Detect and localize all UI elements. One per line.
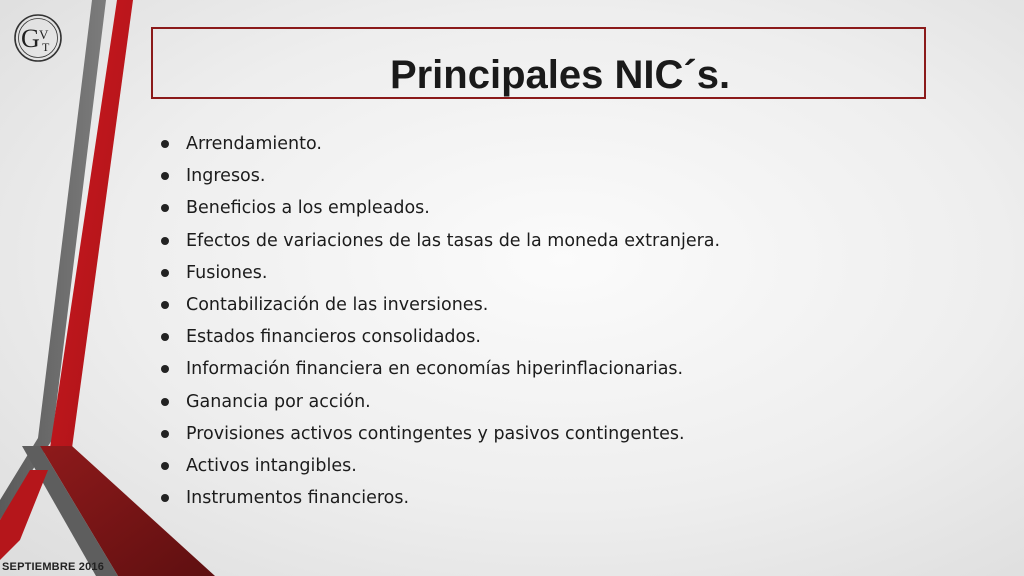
bullet-dot-icon: [161, 301, 169, 309]
svg-text:V: V: [39, 27, 49, 42]
svg-text:G: G: [21, 24, 40, 53]
bullet-item: [160, 225, 720, 257]
bullet-text: Ingresos.: [186, 166, 266, 187]
bullet-item: [160, 192, 720, 224]
bullet-text: Estados financieros consolidados.: [186, 327, 481, 348]
bullet-item: [160, 321, 720, 353]
bullet-dot-icon: [161, 333, 169, 341]
bullet-text: Arrendamiento.: [186, 134, 322, 154]
bullet-dot-icon: [161, 204, 169, 212]
bullet-dot-icon: [161, 172, 169, 180]
slide-title: Principales NIC´s.: [389, 53, 731, 97]
bullet-item: [160, 257, 720, 289]
bullet-dot-icon: [161, 269, 169, 277]
bullet-item: [160, 386, 720, 418]
bullet-text: Beneficios a los empleados.: [186, 198, 430, 219]
footer-date: SEPTIEMBRE 2016: [2, 561, 105, 573]
bullet-dot-icon: [161, 365, 169, 373]
bullet-dot-icon: [161, 140, 169, 148]
bullet-text: Fusiones.: [186, 262, 268, 283]
bullet-dot-icon: [161, 237, 169, 245]
bullet-text: Provisiones activos contingentes y pasivos contingentes.: [186, 423, 685, 444]
bullet-text: Ganancia por acción.: [186, 391, 371, 412]
bullet-text: Información financiera en economías hiperinflacionarias.: [186, 359, 684, 380]
bullet-dot-icon: [161, 462, 169, 470]
bullet-item: [160, 418, 720, 450]
bullet-text: Efectos de variaciones de las tasas de la moneda extranjera.: [186, 230, 721, 251]
bullet-dot-icon: [161, 430, 169, 438]
bullet-item: [160, 482, 720, 514]
bullet-text: Contabilización de las inversiones.: [186, 294, 489, 315]
bullet-item: [160, 450, 720, 482]
bullet-text: Activos intangibles.: [186, 455, 357, 476]
red-lower-stripe: [0, 470, 48, 560]
bullet-item: [160, 128, 720, 160]
bullet-item: [160, 353, 720, 385]
svg-text:T: T: [42, 40, 50, 54]
bullet-text: Instrumentos financieros.: [186, 488, 410, 509]
bullet-dot-icon: [161, 494, 169, 502]
bullet-item: [160, 160, 720, 192]
bullet-item: [160, 289, 720, 321]
bullet-dot-icon: [161, 398, 169, 406]
bullet-list: [160, 128, 720, 514]
